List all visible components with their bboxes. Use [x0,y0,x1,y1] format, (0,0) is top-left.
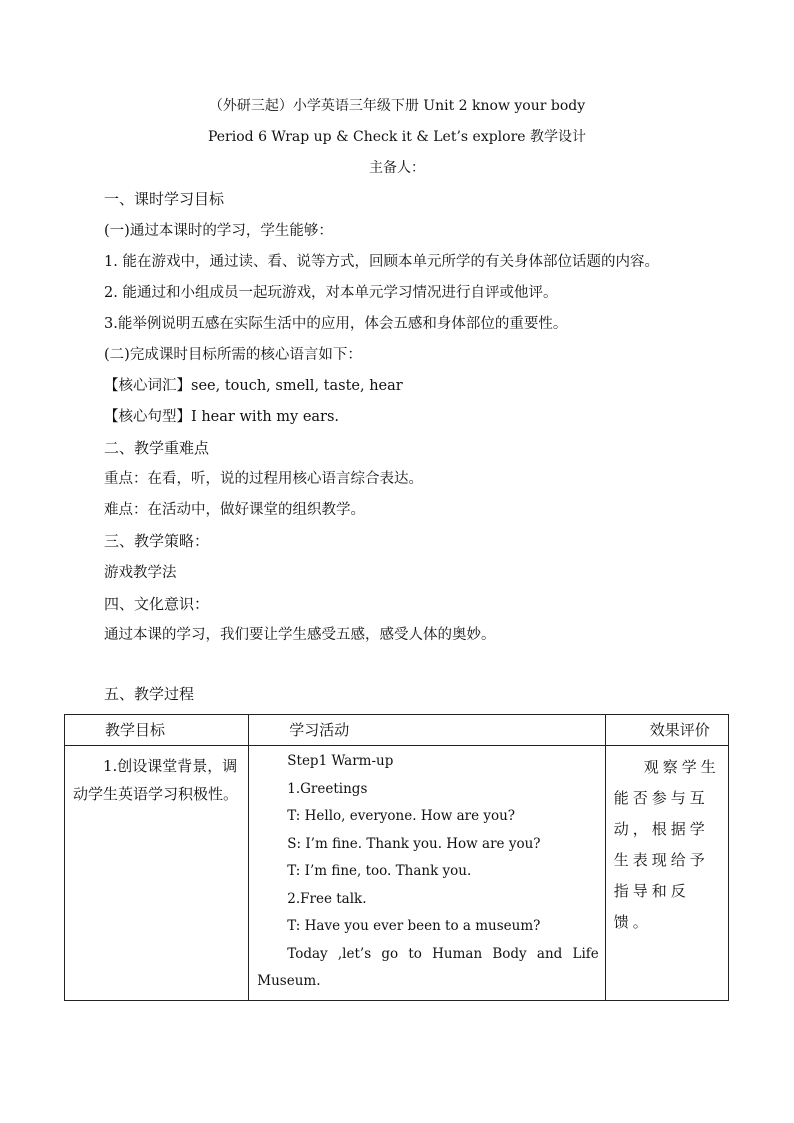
activity-cell [249,746,606,1001]
teaching-process-table [64,714,729,1001]
culture-text: 通过本课的学习，我们要让学生感受五感，感受人体的奥妙。 [104,627,496,643]
strategy-text: 游戏教学法 [104,565,177,581]
preparer-line: 主备人： [369,160,425,176]
header-learning-activity: 学习活动 [249,715,606,746]
goal-cell: 1.创设课堂背景，调动学生英语学习积极性。 [65,746,249,1001]
section1-sub1: (一)通过本课时的学习，学生能够： [104,223,333,239]
key-point: 重点：在看，听，说的过程用核心语言综合表达。 [104,471,423,487]
header-evaluation: 效果评价 [605,715,728,746]
activity-line: Step1 Warm-up [287,753,394,769]
section1-heading: 一、课时学习目标 [104,190,225,208]
table-header-row [65,715,729,746]
core-pattern-text: I hear with my ears. [191,409,340,425]
activity-wrapped-line: Today ,let’s go to Human Body and Life Museum. [257,945,599,989]
activity-line: 1.Greetings [287,780,368,797]
core-vocab [104,375,744,397]
activity-line: S: I’m fine. Thank you. How are you? [287,835,541,852]
section5-heading: 五、教学过程 [104,685,195,703]
core-pattern [104,406,744,428]
section3-heading: 三、教学策略： [104,532,210,550]
evaluation-cell: 观察学生能否参与互动，根据学生表现给予指导和反馈。 [605,746,728,1001]
activity-line: T: Hello, everyone. How are you? [287,808,516,824]
title-line-2: Period 6 Wrap up & Check it & Let’s explore 教学设计 [207,129,587,145]
header-teaching-goal: 教学目标 [65,715,249,746]
section1-sub2: (二)完成课时目标所需的核心语言如下： [104,347,362,363]
core-vocab-text: see, touch, smell, taste, hear [191,378,403,394]
objective-item-1: 1. 能在游戏中，通过读、看、说等方式，回顾本单元所学的有关身体部位话题的内容。 [104,254,659,270]
activity-line: T: I’m fine, too. Thank you. [287,863,472,879]
difficult-point: 难点：在活动中，做好课堂的组织教学。 [104,502,365,518]
objective-item-2: 2. 能通过和小组成员一起玩游戏，对本单元学习情况进行自评或他评。 [104,285,558,301]
table-row [65,746,729,1001]
objective-item-3: 3.能举例说明五感在实际生活中的应用，体会五感和身体部位的重要性。 [104,316,568,332]
core-pattern-label: 【核心句型】 [104,409,191,425]
activity-line: T: Have you ever been to a museum? [287,918,541,934]
title-line-1: （外研三起）小学英语三年级下册 Unit 2 know your body [208,98,586,114]
core-vocab-label: 【核心词汇】 [104,378,191,394]
section2-heading: 二、教学重难点 [104,439,210,457]
section4-heading: 四、文化意识： [104,595,210,613]
activity-line: 2.Free talk. [287,890,367,907]
